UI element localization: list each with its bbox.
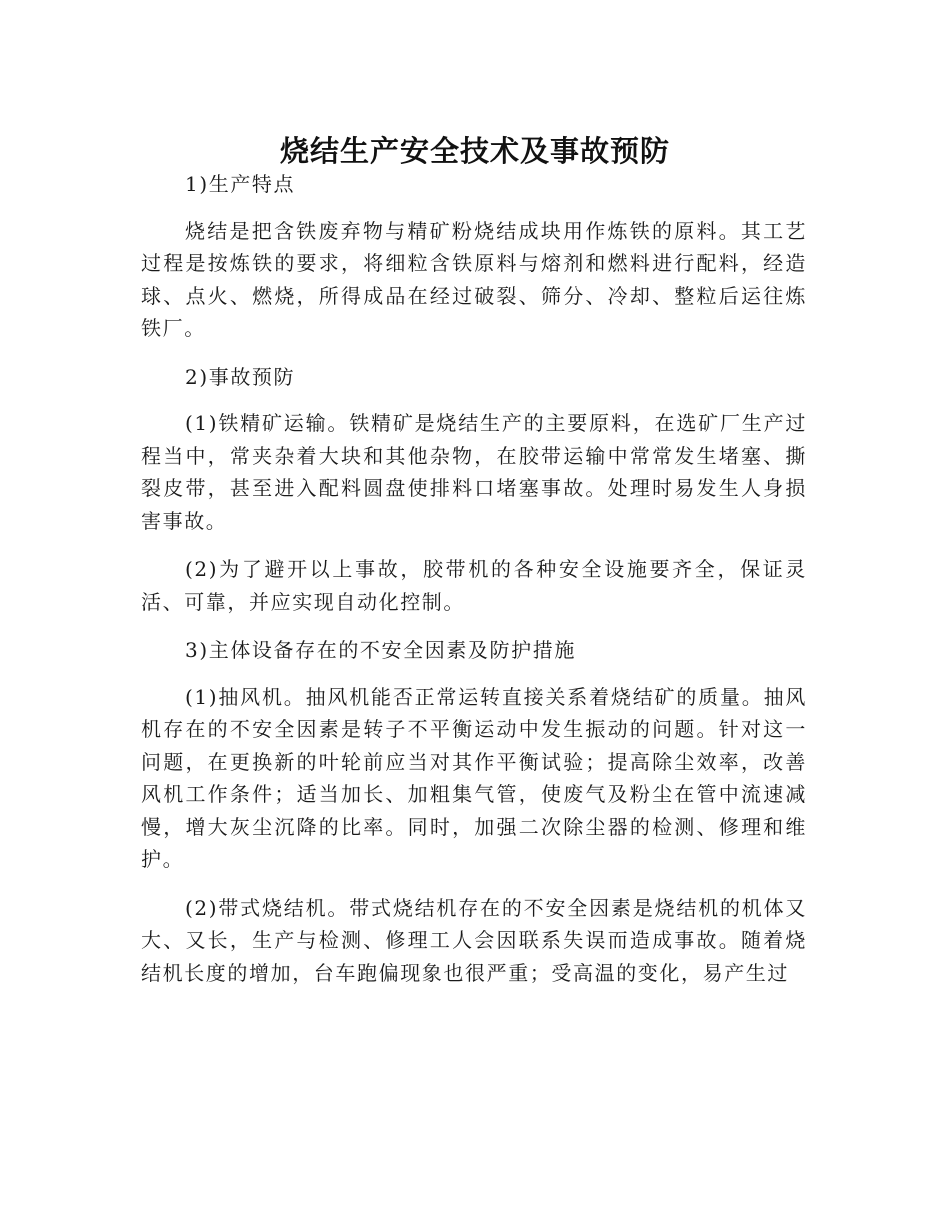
- paragraph-belt-safety-measures: (2)为了避开以上事故，胶带机的各种安全设施要齐全，保证灵活、可靠，并应实现自动化控制。: [141, 557, 807, 614]
- section-heading-accident-prevention: 2)事故预防: [185, 364, 296, 389]
- paragraph-sintering-overview: 烧结是把含铁废弃物与精矿粉烧结成块用作炼铁的原料。其工艺过程是按炼铁的要求，将细粒含铁原料与熔剂和燃料进行配料，经造球、点火、燃烧，所得成品在经过破裂、筛分、冷却、整粒后运往炼铁厂。: [141, 218, 807, 340]
- section-heading-equipment-hazards: 3)主体设备存在的不安全因素及防护措施: [185, 638, 576, 662]
- paragraph-belt-sintering-machine: (2)带式烧结机。带式烧结机存在的不安全因素是烧结机的机体又大、又长，生产与检测、修理工人会因联系失误而造成事故。随着烧结机长度的增加，台车跑偏现象也很严重；受高温的变化，易产生过: [141, 895, 807, 985]
- section-heading-production-features: 1)生产特点: [185, 172, 296, 196]
- paragraph-exhaust-fan: (1)抽风机。抽风机能否正常运转直接关系着烧结矿的质量。抽风机存在的不安全因素是转子不平衡运动中发生振动的问题。针对这一问题，在更换新的叶轮前应当对其作平衡试验；提高除尘效率，改善风机工作条件；适当加长、加粗集气管，使废气及粉尘在管中流速减慢，增大灰尘沉降的比率。同时，加强二次除尘器的检测、修理和维护。: [141, 684, 807, 871]
- paragraph-iron-concentrate-transport: (1)铁精矿运输。铁精矿是烧结生产的主要原料，在选矿厂生产过程当中，常夹杂着大块和其他杂物，在胶带运输中常常发生堵塞、撕裂皮带，甚至进入配料圆盘使排料口堵塞事故。处理时易发生人身损害事故。: [141, 411, 807, 533]
- document-title: 烧结生产安全技术及事故预防: [279, 134, 670, 169]
- document-body: [141, 168, 807, 1005]
